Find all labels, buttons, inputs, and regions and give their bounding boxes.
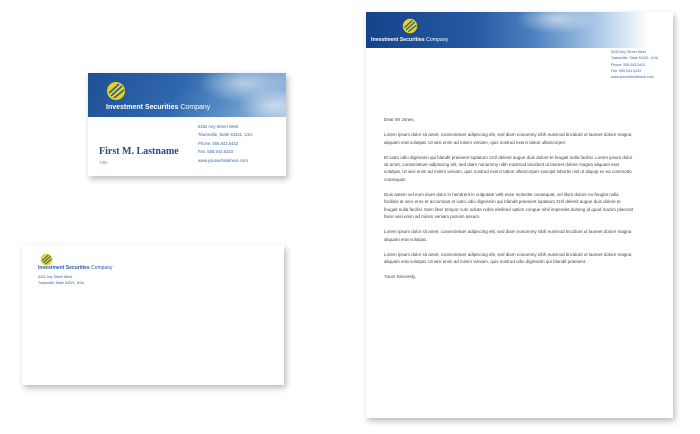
letter-paragraph: Lorem ipsum dolor sit amet, consectetuer adipiscing elit, sed diam nonummy nibh euismod tincidunt ut laoreet dolore magna aliquam erat volutpat. Ut wisi enim ad minim veniam, quis nostrud odio dignissim qui blandit praesent. [384, 251, 632, 265]
card-address-line1: 5432 Any Street West [198, 124, 239, 129]
card-website: www.yourwebsitehere.com [198, 157, 248, 163]
envelope-address [38, 274, 84, 286]
letter-paragraph: Duis autem vel eum iriure dolor in hendrerit in vulputate velit esse molestie consequat, vel illum dolore eu feugiat nulla facilisis at vero eros et accumsan et iusto odio dignissim qui blandit praesent luptatum zzril delenit augue duis dolore te feugait nulla facilisi. Nam liber tempor cum soluta nobis eleifend option congue nihil imperdiet doming id quod mazim placerat facer wisi enim ad minim veniam possim assum. [384, 192, 634, 219]
card-person-title: Title [99, 160, 108, 165]
letterhead-address-line1: 5432 Any Street West [611, 50, 646, 54]
letter-paragraph: Lorem ipsum dolor sit amet, consectetuer adipiscing elit, sed diam nonummy nibh euismod tincidunt ut laoreet dolore magna aliquam erat volutpat. Ut wisi enim ad minim veniam, quis nostrud exerci tation ullamcorper. [384, 132, 632, 145]
business-card [88, 73, 286, 176]
company-logo-icon [106, 81, 126, 101]
card-person-name: First M. Lastname [99, 146, 179, 157]
letterhead-logo-icon [402, 18, 418, 34]
letter-salutation: Dear Mr Jones, [384, 117, 415, 122]
letterhead-phone: Phone: 555.543.5432 [611, 62, 646, 67]
letter-closing: Yours Sincerely, [384, 274, 417, 280]
letter-body [384, 116, 634, 289]
envelope [22, 245, 284, 385]
letterhead-address-line2: Townsville, State 54321, USA [611, 56, 659, 61]
letterhead [366, 12, 673, 418]
letterhead-website: www.yourwebsitehere.com [611, 75, 654, 80]
letterhead-company-name: Investment Securities Company [371, 37, 449, 43]
letter-paragraph: Et iusto odio dignissim qui blandit praesent luptatum zzril delenit augue duis dolore te feugait nulla facilisi. Lorem ipsum dolor sit amet, consectetuer adipiscing elit, sed diam nonummy nibh euismod tincidunt ut laoreet dolore magna aliquam erat volutpat. Ut wisi enim ad minim veniam, quis nostrud exerci tation ullamcorper suscipit lobortis nisl ut aliquip ex ea commodo consequat. [384, 154, 633, 182]
letterhead-contact-block [611, 49, 658, 80]
card-address-line2: Townsville, State 54321, USA [198, 132, 253, 138]
card-company-name: Investment Securities Company [106, 104, 211, 111]
envelope-address-line2: Townsville, State 54321, USA [38, 281, 84, 285]
card-phone: Phone: 555.543.5432 [198, 140, 239, 146]
letterhead-fax: Fax: 555.543.5433 [611, 68, 641, 73]
card-fax: Fax: 555.543.5433 [198, 149, 233, 155]
envelope-address-line1: 5432 Any Street West [38, 275, 72, 279]
envelope-company-name: Investment Securities Company [38, 265, 113, 271]
letter-paragraph: Lorem ipsum dolor sit amet, consectetuer adipiscing elit, sed diam nonummy nibh euismod tincidunt ut laoreet dolore magna aliquam erat volutpat. [384, 229, 632, 242]
card-contact-block [198, 123, 253, 165]
